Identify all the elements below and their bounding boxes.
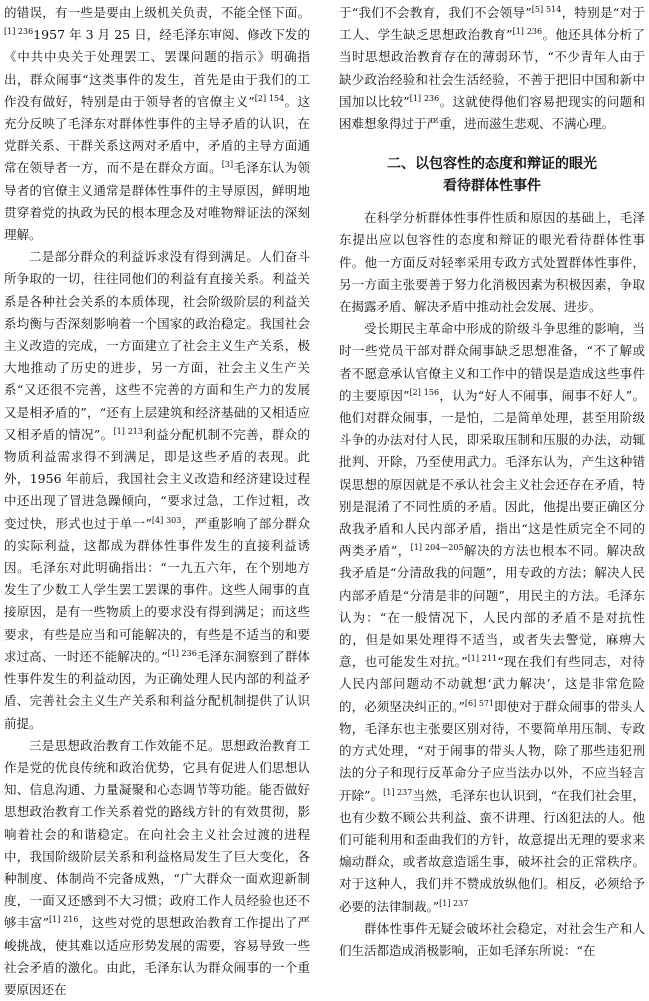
- citation-reference: [6] 571: [464, 698, 495, 708]
- citation-reference: [1] 237: [383, 787, 413, 797]
- paragraph-text: 群体性事件无疑会破坏社会稳定，对社会生产和人们生活都造成消极影响，正如毛泽东所说：“在: [339, 920, 645, 958]
- citation-reference: [1] 204—205: [410, 543, 464, 553]
- paragraph-text: ，特别是“对于工人、学生缺乏思想政治教育”: [339, 5, 645, 43]
- citation-reference: [3]: [221, 160, 234, 170]
- citation-reference: [5] 514: [531, 4, 562, 14]
- paragraph-text: 。他还具体分析了当时思想政治教育存在的薄弱环节，“不少青年人由于缺少政治经验和社会生活经验，不善于把旧中国和新中国加以比较”: [339, 27, 645, 109]
- section-heading-line-2: 看待群体性事件: [443, 178, 541, 195]
- right-column-top-text: [339, 2, 645, 135]
- paragraph-text: 。这就使得他们容易把现实的问题和困难想象得过于严重，进而滋生悲观、不满心理。: [339, 93, 645, 132]
- citation-reference: [1] 213: [113, 426, 143, 436]
- paragraph: [4, 2, 310, 246]
- paragraph-text: ，这些对党的思想政治教育工作提出了严峻挑战，使其难以适应形势发展的需要，容易导致一些社会矛盾的激化。由此，毛泽东认为群众闹事的一个重要原因还在: [4, 915, 310, 997]
- citation-reference: [1] 236: [167, 648, 197, 658]
- paragraph: [339, 918, 645, 962]
- section-heading-line-1: 二、以包容性的态度和辩证的眼光: [387, 156, 597, 173]
- paragraph-text: ，严重影响了部分群众的实际利益，这都成为群体性事件发生的直接利益诱因。毛泽东对此明确指出：“一九五六年，在个别地方发生了少数工人学生罢工罢课的事件。这些人闹事的直接原因，是有一些物质上的要求没有得到满足；而这些要求，有些是应当和可能解决的，有些是不适当的和要求过高、一时还不能解决的。”: [4, 515, 310, 664]
- paragraph-text: 当然，毛泽东也认识到，“在我们社会里，也有少数不顾公共利益、蛮不讲理、行凶犯法的人。他们可能利用和歪曲我们的方针，故意提出无理的要求来煽动群众，或者故意造谣生事，破坏社会的正常秩序。对于这种人，我们并不赞成放纵他们。相反，必须给予必要的法律制裁。”: [339, 787, 645, 914]
- citation-reference: [1] 216: [48, 915, 79, 925]
- citation-reference: [1] 211: [467, 654, 498, 664]
- right-column-bottom-text: [339, 207, 645, 962]
- paragraph-text: 于“我们不会教育，我们不会领导”: [339, 5, 532, 20]
- paragraph-text: 利益分配机制不完善，群众的物质利益需求得不到满足，即是这些矛盾的表现。此外，1956 年前后，我国社会主义改造和经济建设过程中还出现了冒进急躁倾向，“要求过急，工作过粗，改变过快，形式也过于单一”: [4, 426, 310, 531]
- paragraph-text: 的错误，有一些是要由上级机关负责，不能全怪下面。: [4, 5, 310, 20]
- citation-reference: [1] 237: [439, 898, 469, 908]
- paragraph-text: 二是部分群众的利益诉求没有得到满足。人们奋斗所争取的一切，往往同他们的利益有直接关系。利益关系是各种社会关系的本质体现，社会阶级阶层的利益关系均衡与否深刻影响着一个国家的政治稳定。我国社会主义改造的完成，一方面建立了社会主义生产关系，极大地推动了历史的进步，另一方面，社会主义生产关系“又还很不完善，这些不完善的方面和生产力的发展又是相矛盾的”，“还有上层建筑和经济基础的又相适应又相矛盾的情况”。: [4, 249, 310, 442]
- paragraph-text: 。这充分反映了毛泽东对群体性事件的主导矛盾的认识，在党群关系、干群关系这两对矛盾中，矛盾的主导方面通常在领导者一方，而不是在群众方面。: [4, 93, 310, 176]
- paragraph-text: 毛泽东认为领导者的官僚主义通常是群体性事件的主导原因，鲜明地贯穿着党的执政为民的根本理念及对唯物辩证法的深刻理解。: [4, 160, 310, 243]
- citation-reference: [1] 236: [409, 93, 440, 103]
- paragraph-text: 1957 年 3 月 25 日，经毛泽东审阅、修改下发的《中共中央关于处理罢工、罢课问题的指示》明确指出，群众闹事“这类事件的发生，首先是由于我们的工作没有做好，特别是由于领导者的官僚主义”: [4, 27, 310, 109]
- paragraph-text: “现在我们有些同志，对待人民内部问题动不动就想‘武力解决’，这是非常危险的，必须坚决纠正的。”: [339, 654, 645, 714]
- paragraph: [339, 2, 645, 135]
- citation-reference: [1] 236: [512, 27, 543, 37]
- paragraph-text: 即使对于群众闹事的带头人物，毛泽东也主张要区别对待，不要简单用压制、专政的方式处理，“对于闹事的带头人物，除了那些违犯刑法的分子和现行反革命分子应当法办以外，不应当轻言开除”。: [339, 698, 645, 803]
- citation-reference: [1] 236: [4, 27, 34, 37]
- paragraph: [4, 735, 310, 1001]
- paragraph-text: 在科学分析群体性事件性质和原因的基础上，毛泽东提出应以包容性的态度和辩证的眼光看待群体性事件。他一方面反对轻率采用专政方式处置群体性事件，另一方面主张要善于努力化消极因素为积极因素，争取在揭露矛盾、解决矛盾中推动社会发展、进步。: [339, 210, 645, 315]
- paragraph: [339, 318, 645, 917]
- paragraph-text: 解决的方法也根本不同。解决敌我矛盾是“分清敌我的问题”，用专政的方法；解决人民内部矛盾是“分清是非的问题”，用民主的方法。毛泽东认为：“在一般情况下，人民内部的矛盾不是对抗性的，但是如果处理得不适当，或者失去警觉，麻痹大意，也可能发生对抗。”: [339, 543, 645, 670]
- citation-reference: [4] 303: [151, 515, 182, 525]
- right-text-column: [339, 2, 645, 957]
- paragraph-text: 毛泽东洞察到了群体性事件发生的利益动因，为正确处理人民内部的利益矛盾、完善社会主义生产关系和利益分配机制提供了认识前提。: [4, 648, 310, 731]
- paragraph-text: ，认为“好人不闹事，闹事不好人”。他们对群众闹事，一是怕，二是简单处理，甚至用阶级斗争的办法对付人民，即采取压制和压服的办法，动辄批判、开除，乃至使用武力。毛泽东认为，产生这种错误思想的原因就是不承认社会主义社会还存在矛盾，特别是混淆了不同性质的矛盾。因此，他提出要正确区分敌我矛盾和人民内部矛盾，指出“这是性质完全不同的两类矛盾”，: [339, 387, 645, 559]
- paragraph: [339, 207, 645, 318]
- paragraph-text: 三是思想政治教育工作效能不足。思想政治教育工作是党的优良传统和政治优势，它具有促进人们思想认知、信息沟通、力量凝聚和心态调节等功能。能否做好思想政治教育工作关系着党的路线方针的有效贯彻，影响着社会的和谐稳定。在向社会主义社会过渡的进程中，我国阶级阶层关系和利益格局发生了巨大变化，各种制度、体制尚不完备成熟，“广大群众一面欢迎新制度，一面又还感到不大习惯；政府工作人员经验也还不够丰富”: [4, 737, 310, 931]
- paragraph: [4, 246, 310, 734]
- section-heading: [339, 153, 645, 197]
- citation-reference: [2] 154: [254, 93, 285, 103]
- citation-reference: [2] 156: [409, 387, 440, 397]
- left-text-column: [4, 2, 310, 997]
- paragraph-text: 受长期民主革命中形成的阶级斗争思维的影响，当时一些党员干部对群众闹事缺乏思想准备，“不了解或者不愿意承认官僚主义和工作中的错误是造成这些事件的主要原因”: [339, 321, 645, 403]
